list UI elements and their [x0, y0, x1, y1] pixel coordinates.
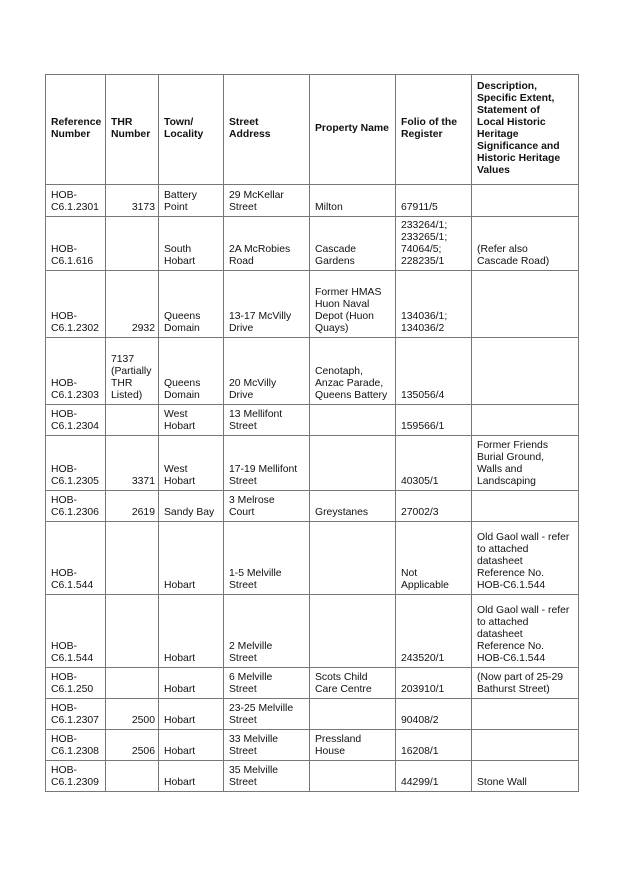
cell-thr-number: 2619: [106, 491, 159, 522]
cell-folio: 233264/1; 233265/1; 74064/5; 228235/1: [396, 217, 472, 271]
cell-description: [472, 271, 579, 338]
table-row: [46, 699, 579, 730]
cell-property-name: Scots Child Care Centre: [310, 668, 396, 699]
cell-thr-number: [106, 217, 159, 271]
cell-street-address: 35 Melville Street: [224, 761, 310, 792]
cell-thr-number: 7137 (Partially THR Listed): [106, 338, 159, 405]
table-row: [46, 405, 579, 436]
cell-folio: 134036/1; 134036/2: [396, 271, 472, 338]
cell-town-locality: West Hobart: [159, 436, 224, 491]
cell-description: Stone Wall: [472, 761, 579, 792]
cell-thr-number: [106, 668, 159, 699]
cell-thr-number: [106, 405, 159, 436]
cell-folio: 159566/1: [396, 405, 472, 436]
cell-thr-number: [106, 761, 159, 792]
cell-reference-number: HOB- C6.1.2304: [46, 405, 106, 436]
header-town-locality: Town/ Locality: [159, 75, 224, 185]
header-thr-number: THR Number: [106, 75, 159, 185]
header-property-name: Property Name: [310, 75, 396, 185]
table-row: [46, 595, 579, 668]
cell-street-address: 17-19 Mellifont Street: [224, 436, 310, 491]
cell-description: Old Gaol wall - refer to attached datasheet Reference No. HOB-C6.1.544: [472, 595, 579, 668]
cell-street-address: 1-5 Melville Street: [224, 522, 310, 595]
table-row: [46, 668, 579, 699]
cell-description: Former Friends Burial Ground, Walls and Landscaping: [472, 436, 579, 491]
cell-street-address: 20 McVilly Drive: [224, 338, 310, 405]
cell-reference-number: HOB- C6.1.2309: [46, 761, 106, 792]
cell-property-name: [310, 699, 396, 730]
cell-description: Old Gaol wall - refer to attached datasheet Reference No. HOB-C6.1.544: [472, 522, 579, 595]
cell-reference-number: HOB- C6.1.544: [46, 595, 106, 668]
cell-street-address: 13-17 McVilly Drive: [224, 271, 310, 338]
table-row: [46, 185, 579, 217]
table-row: [46, 761, 579, 792]
cell-reference-number: HOB- C6.1.544: [46, 522, 106, 595]
cell-property-name: Former HMAS Huon Naval Depot (Huon Quays): [310, 271, 396, 338]
cell-thr-number: 2506: [106, 730, 159, 761]
cell-folio: 27002/3: [396, 491, 472, 522]
cell-property-name: Cenotaph, Anzac Parade, Queens Battery: [310, 338, 396, 405]
cell-reference-number: HOB- C6.1.250: [46, 668, 106, 699]
cell-street-address: 2A McRobies Road: [224, 217, 310, 271]
cell-folio: Not Applicable: [396, 522, 472, 595]
cell-thr-number: 3371: [106, 436, 159, 491]
cell-thr-number: [106, 595, 159, 668]
cell-reference-number: HOB- C6.1.2306: [46, 491, 106, 522]
cell-folio: 203910/1: [396, 668, 472, 699]
cell-town-locality: Sandy Bay: [159, 491, 224, 522]
cell-description: [472, 185, 579, 217]
cell-reference-number: HOB- C6.1.2301: [46, 185, 106, 217]
cell-description: [472, 405, 579, 436]
cell-town-locality: Hobart: [159, 668, 224, 699]
cell-property-name: [310, 436, 396, 491]
table-row: [46, 730, 579, 761]
cell-folio: 16208/1: [396, 730, 472, 761]
cell-property-name: Milton: [310, 185, 396, 217]
table-row: [46, 271, 579, 338]
header-folio: Folio of the Register: [396, 75, 472, 185]
cell-street-address: 23-25 Melville Street: [224, 699, 310, 730]
cell-folio: 90408/2: [396, 699, 472, 730]
cell-town-locality: Hobart: [159, 522, 224, 595]
cell-folio: 40305/1: [396, 436, 472, 491]
cell-description: (Refer also Cascade Road): [472, 217, 579, 271]
cell-folio: 243520/1: [396, 595, 472, 668]
table-row: [46, 522, 579, 595]
header-description: Description, Specific Extent, Statement of Local Historic Heritage Significance and Historic Heritage Values: [472, 75, 579, 185]
cell-description: [472, 338, 579, 405]
cell-town-locality: Queens Domain: [159, 271, 224, 338]
cell-town-locality: Battery Point: [159, 185, 224, 217]
cell-reference-number: HOB- C6.1.2302: [46, 271, 106, 338]
cell-thr-number: 3173: [106, 185, 159, 217]
table-row: [46, 217, 579, 271]
cell-town-locality: West Hobart: [159, 405, 224, 436]
header-reference-number: Reference Number: [46, 75, 106, 185]
cell-property-name: Cascade Gardens: [310, 217, 396, 271]
cell-folio: 135056/4: [396, 338, 472, 405]
cell-reference-number: HOB- C6.1.2307: [46, 699, 106, 730]
cell-town-locality: Hobart: [159, 699, 224, 730]
cell-town-locality: Hobart: [159, 761, 224, 792]
cell-street-address: 6 Melville Street: [224, 668, 310, 699]
table-row: [46, 491, 579, 522]
cell-reference-number: HOB- C6.1.2305: [46, 436, 106, 491]
cell-street-address: 33 Melville Street: [224, 730, 310, 761]
cell-description: [472, 730, 579, 761]
table-row: [46, 338, 579, 405]
table-row: [46, 436, 579, 491]
cell-folio: 44299/1: [396, 761, 472, 792]
cell-folio: 67911/5: [396, 185, 472, 217]
cell-property-name: [310, 595, 396, 668]
cell-street-address: 2 Melville Street: [224, 595, 310, 668]
cell-town-locality: Queens Domain: [159, 338, 224, 405]
header-row: [46, 75, 579, 185]
cell-thr-number: 2932: [106, 271, 159, 338]
cell-street-address: 13 Mellifont Street: [224, 405, 310, 436]
cell-reference-number: HOB- C6.1.616: [46, 217, 106, 271]
header-street-address: Street Address: [224, 75, 310, 185]
cell-town-locality: South Hobart: [159, 217, 224, 271]
cell-description: [472, 699, 579, 730]
cell-street-address: 3 Melrose Court: [224, 491, 310, 522]
cell-reference-number: HOB- C6.1.2303: [46, 338, 106, 405]
cell-property-name: Greystanes: [310, 491, 396, 522]
cell-street-address: 29 McKellar Street: [224, 185, 310, 217]
cell-property-name: [310, 405, 396, 436]
cell-property-name: Pressland House: [310, 730, 396, 761]
heritage-register-table: [45, 74, 579, 792]
cell-thr-number: [106, 522, 159, 595]
cell-thr-number: 2500: [106, 699, 159, 730]
cell-description: (Now part of 25-29 Bathurst Street): [472, 668, 579, 699]
cell-description: [472, 491, 579, 522]
cell-reference-number: HOB- C6.1.2308: [46, 730, 106, 761]
cell-property-name: [310, 522, 396, 595]
cell-town-locality: Hobart: [159, 595, 224, 668]
cell-property-name: [310, 761, 396, 792]
cell-town-locality: Hobart: [159, 730, 224, 761]
